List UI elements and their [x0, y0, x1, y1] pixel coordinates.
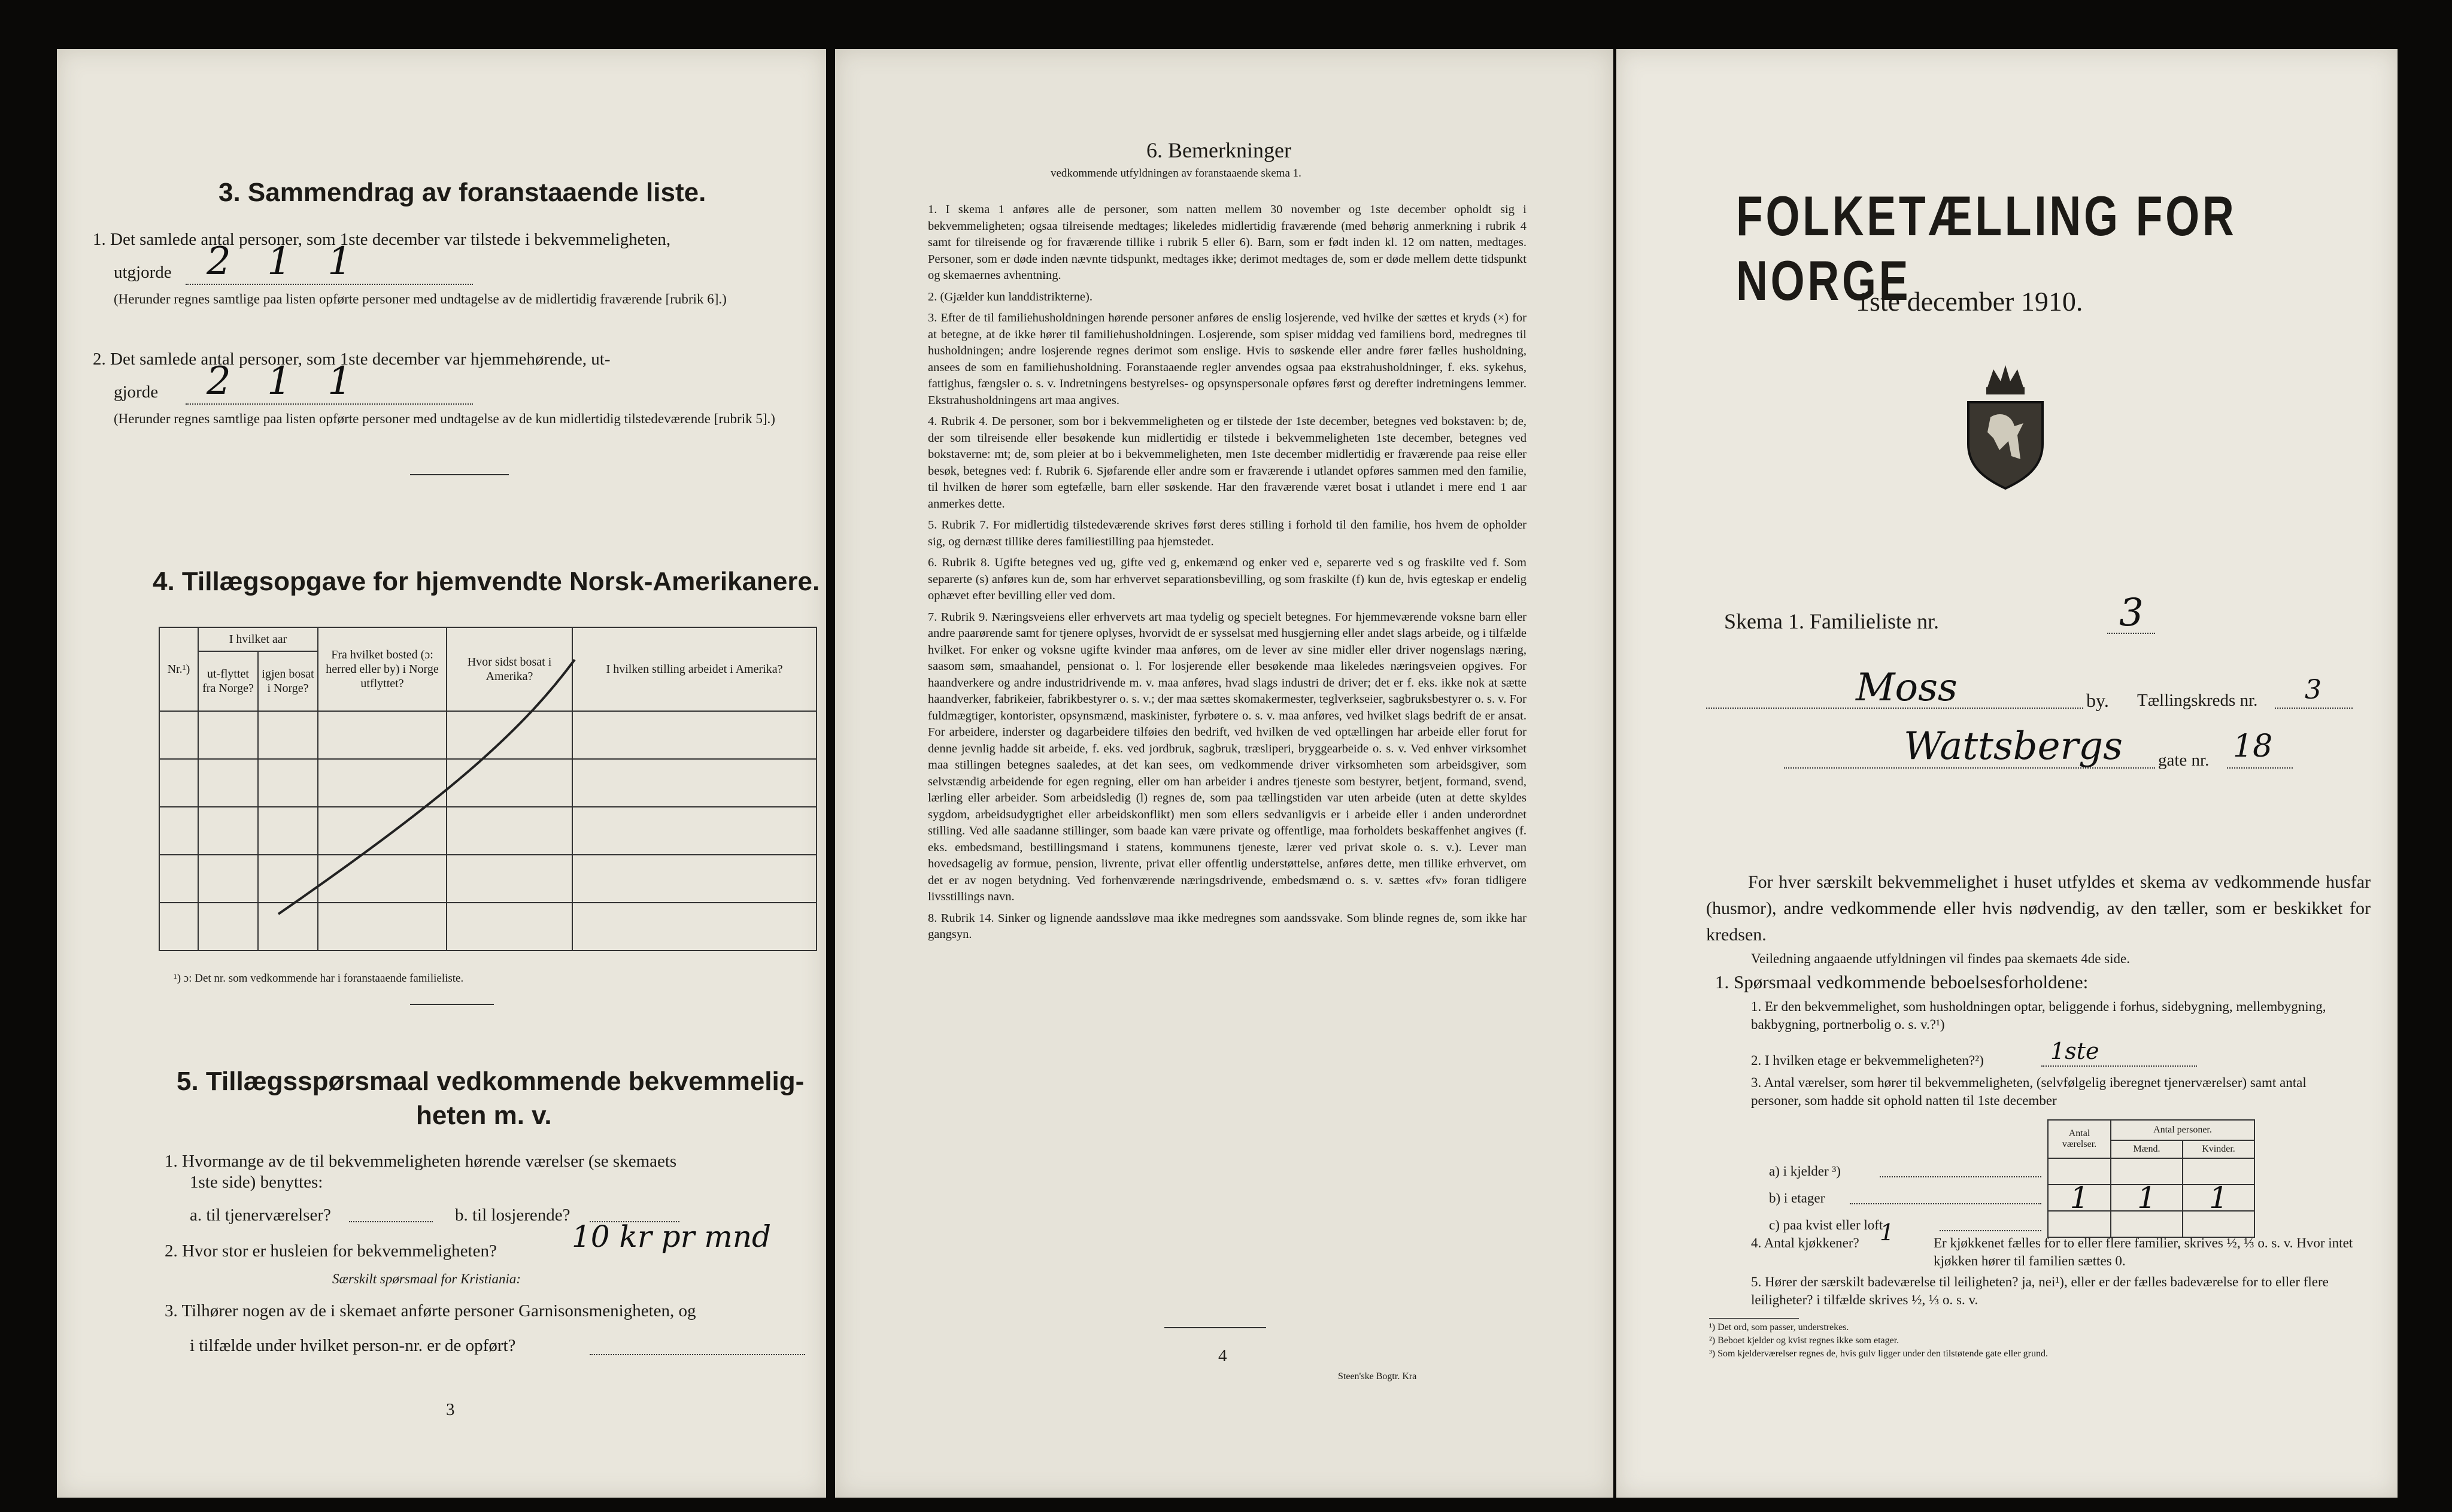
s5-special: Særskilt spørsmaal for Kristiania:: [332, 1271, 521, 1286]
city-value: Moss: [1856, 666, 1958, 710]
s3-q2-line: [186, 403, 473, 405]
remark-4: 4. Rubrik 4. De personer, som bor i bekvemmeligheten og er tilstede der 1ste december, betegnes ved bokstaven: b; de, der som tilreisende eller besøkende kun midlertidig er tilstede i bekvemmeligheten 1ste december, betegnes ved bokstaverne: mt; de, som pleier at bo i bekvemmeligheten, men 1ste december midlertidig er fraværende paa reise eller besøk, betegnes ved: f. Rubrik 6. Sjøfarende eller andre som er fraværende i utlandet opføres sammen med den familie, til hvilken de hører som egtefælle, barn eller søskende. Har den fraværende været bosat i utlandet i mere end 1 aar anmerkes dette.: [928, 415, 1527, 511]
s5-q1-b: b. til losjerende?: [455, 1206, 570, 1225]
s5-q1-sub: 1ste side) benyttes:: [190, 1173, 323, 1192]
footnote-divider: [1709, 1318, 1799, 1319]
q2-line: [2041, 1065, 2197, 1067]
printer-mark: Steen'ske Bogtr. Kra: [1338, 1371, 1417, 1382]
s5-q1-a-line: [349, 1221, 433, 1222]
women-b: 1: [2183, 1185, 2254, 1211]
krets-label: Tællingskreds nr.: [2137, 691, 2258, 710]
s5-q2-value: 10 kr pr mnd: [572, 1219, 772, 1254]
q5-text: 5. Hører der særskilt badeværelse til leiligheten? ja, nei¹), eller er der fælles badeværelse for to eller flere leiligheter? i tilfælde skrives ½, ⅓ o. s. v.: [1751, 1274, 2329, 1307]
row-a-line: [1880, 1176, 2041, 1177]
s4-footnote: ¹) ɔ: Det nr. som vedkommende har i foranstaaende familieliste.: [174, 972, 464, 985]
skema-value: 3: [2119, 591, 2144, 635]
section-3-title: 3. Sammendrag av foranstaaende liste.: [219, 178, 706, 207]
street-value: Wattsbergs: [1904, 724, 2123, 769]
s5-q3-text: 3. Tilhører nogen av de i skemaet anførte personer Garnisonsmenigheten, og: [165, 1301, 696, 1320]
q2-value: 1ste: [2050, 1038, 2099, 1064]
s3-q1-text: 1. Det samlede antal personer, som 1ste december var tilstede i bekvemmeligheten,: [93, 230, 671, 249]
remarks-title: 6. Bemerkninger: [1146, 138, 1291, 162]
cancel-stroke: [272, 657, 584, 920]
rooms-b: 1: [2048, 1185, 2111, 1211]
q4-value: 1: [1880, 1219, 1895, 1246]
s3-q1-line: [186, 284, 473, 285]
men-b: 1: [2111, 1185, 2183, 1211]
divider: [1164, 1327, 1266, 1328]
col-year-out: ut-flyttet fra Norge?: [198, 651, 258, 711]
s5-q1-a: a. til tjenerværelser?: [190, 1206, 331, 1225]
questions-head: 1. Spørsmaal vedkommende beboelsesforholdene:: [1715, 971, 2089, 992]
remark-2: 2. (Gjælder kun landdistrikterne).: [928, 290, 1093, 303]
col-men: Mænd.: [2111, 1140, 2183, 1158]
col-year-back: igjen bosat i Norge?: [258, 651, 318, 711]
divider: [410, 1004, 494, 1005]
intro-text: For hver særskilt bekvemmelighet i huset utfyldes et skema av vedkommende husfar (husmor), andre vedkommende eller hvis nødvendig, av den tæller, som er beskikket for kredsen.: [1706, 872, 2371, 945]
col-year: I hvilket aar: [198, 627, 318, 651]
by-label: by.: [2086, 690, 2109, 711]
coat-of-arms-icon: [1958, 360, 2053, 492]
q1-text: 1. Er den bekvemmelighet, som husholdningen optar, beliggende i forhus, sidebygning, mellembygning, bakbygning, portnerbolig o. s. v.?¹): [1751, 999, 2326, 1032]
s3-q2-value: 2 1 1: [207, 359, 352, 403]
rooms-persons-table: [2047, 1119, 2255, 1238]
s3-q1-note: (Herunder regnes samtlige paa listen opførte personer med undtagelse av de midlertidig fraværende [rubrik 6].): [114, 292, 727, 306]
col-from: Fra hvilket bosted (ɔ: herred eller by) i Norge utflyttet?: [318, 627, 447, 711]
page-1: [1616, 49, 2398, 1498]
footnote-3: ³) Som kjelderværelser regnes de, hvis gulv ligger under den tilstøtende gate eller grund.: [1709, 1349, 2048, 1359]
row-c-label: c) paa kvist eller loft: [1769, 1218, 1883, 1232]
remarks-subtitle: vedkommende utfyldningen av foranstaaende skema 1.: [1051, 167, 1301, 180]
footnote-1: ¹) Det ord, som passer, understrekes.: [1709, 1322, 1849, 1332]
divider: [410, 474, 509, 475]
gate-label: gate nr.: [2158, 751, 2210, 770]
row-b-line: [1850, 1203, 2041, 1204]
page-3: [57, 49, 826, 1498]
page-4: [835, 49, 1613, 1498]
row-c-line: [1940, 1230, 2041, 1231]
q3-text: 3. Antal værelser, som hører til bekvemmeligheten, (selvfølgelig iberegnet tjenerværelser) samt antal personer, som hadde sit ophold natten til 1ste december: [1751, 1075, 2307, 1108]
col-job: I hvilken stilling arbeidet i Amerika?: [572, 627, 817, 711]
section-4-title: 4. Tillægsopgave for hjemvendte Norsk-Amerikanere.: [153, 567, 820, 596]
s3-q1-label: utgjorde: [114, 263, 172, 282]
form-title: FOLKETÆLLING FOR NORGE: [1736, 184, 2237, 312]
row-a-label: a) i kjelder ³): [1769, 1164, 1841, 1179]
form-date: 1ste december 1910.: [1856, 286, 2083, 317]
s5-q3-sub: i tilfælde under hvilket person-nr. er de opført?: [190, 1336, 516, 1355]
krets-value: 3: [2305, 675, 2321, 705]
s3-q2-note: (Herunder regnes samtlige paa listen opførte personer med undtagelse av de kun midlertidig tilstedeværende [rubrik 5].): [114, 411, 775, 426]
remark-6: 6. Rubrik 8. Ugifte betegnes ved ug, gifte ved g, enkemænd og enker ved e, separerte ved s og fraskilte ved f. Som separerte (s) anføres kun de, som har erhvervet separationsbevilling, og som fraskilte (f) kun de, hvis egteskap er endelig ophævet efter bevilling eller ved dom.: [928, 556, 1527, 602]
remarks-list: [928, 202, 1527, 948]
s5-q1-text: 1. Hvormange av de til bekvemmeligheten hørende værelser (se skemaets: [165, 1152, 677, 1171]
s3-q1-value: 2 1 1: [207, 239, 352, 284]
s5-q2-text: 2. Hvor stor er husleien for bekvemmeligheten?: [165, 1241, 497, 1261]
remark-8: 8. Rubrik 14. Sinker og lignende aandssløve maa ikke medregnes som aandssvake. Som blinde regnes de, som ikke har gangsyn.: [928, 911, 1527, 941]
krets-line: [2275, 708, 2353, 709]
section-5-title-2: heten m. v.: [416, 1101, 552, 1130]
col-persons: Antal personer.: [2111, 1120, 2254, 1140]
s5-q3-line: [590, 1354, 805, 1355]
remark-3: 3. Efter de til familiehusholdningen hørende personer anføres de enslig losjerende, ved hvilke der sættes et kryds (×) for at betegne, at de ikke hører til familiehusholdningen. Losjerende, som spiser middag ved familiens bord, medregnes til husholdningen; andre losjerende regnes derimot som enslige. Hvis to søskende eller andre fører fælles husholdning, ansees de som en familiehusholdning. Foranstaaende regler anvendes ogsaa paa ekstrahusholdninger, f. eks. sykehus, fattighus, fængsler o. s. v. Indretningens bestyrelses- og opsynspersonale opføres først og derefter indretningens lemmer. Ekstrahusholdningens art maa angives.: [928, 311, 1527, 407]
q4-text: 4. Antal kjøkkener?: [1751, 1235, 1859, 1250]
footnote-2: ²) Beboet kjelder og kvist regnes ikke som etager.: [1709, 1335, 1899, 1346]
page-number: 3: [446, 1400, 455, 1419]
remark-7: 7. Rubrik 9. Næringsveiens eller erhvervets art maa tydelig og specielt betegnes. For hjemmeværende voksne barn eller andre paarørende samt for tjenere oplyses, hvorvidt de er sysselsat med husgjerning eller andet slags arbeide, og i tilfælde hvilket. For enker og voksne ugifte kvinder maa anføres, om de lever av sine midler eller driver nogenslags næring, saasom søm, smaahandel, pensionat o. l. For losjerende eller besøkende maa likeledes næringsveien opgives. For haandverkere og andre industridrivende m. v. maa anføres, hvad slags industri de driver; det er f. eks. ikke nok at sætte haandverker, fabrikeier, fabrikbestyrer o. s. v.; der maa sættes skomakermester, teglverkseier, sagbruksbestyrer o. s. v. For fuldmægtiger, kontorister, opsynsmænd, maskinister, fyrbøtere o. s. v. maa anføres, ved hvilket slags bedrift de er ansat. For arbeidere, inderster og dagarbeidere tilføies den bedrift, ved hvilken de ved optællingen har arbeide eller forut for denne jevnlig hadde sit arbeide, f. eks. ved jordbruk, sagbruk, træsliperi, bryggearbeide o. s. v. Ved enhver virksomhet maa stillingen betegnes saaledes, at det kan sees, om vedkommende driver virksomheten som arbeidsgiver, som selvstændig arbeidende for egen regning, eller om han arbeider i andres tjeneste som bestyrer, betjent, formand, svend, lærling eller arbeider. Som arbeidsledig (l) regnes de, som paa tællingstiden var uten arbeide (uten at dette skyldes sygdom, arbeidsudygtighet eller arbeidskonflikt) men som ellers sedvanligvis er i arbeide eller i anden underordnet stilling. Ved alle saadanne stillinger, som baade kan være private og offentlige, maa forholdets beskaffenhet angives (f. eks. embedsmand, bestillingsmand i statens, kommunens tjeneste, lærer ved privat skole o. s. v.). Lever man hovedsagelig av formue, pension, livrente, privat eller offentlig understøttelse, anføres dette, men tillike erhvervet, om det er av nogen betydning. Ved forhenværende næringsdrivende, embedsmænd o. s. v. sættes «fv» foran tidligere livsstillings navn.: [928, 610, 1527, 903]
gate-value: 18: [2233, 728, 2273, 764]
row-b-label: b) i etager: [1769, 1191, 1825, 1206]
col-rooms: Antal værelser.: [2048, 1120, 2111, 1158]
skema-label: Skema 1. Familieliste nr.: [1724, 609, 1939, 633]
section-5-title-1: 5. Tillægsspørsmaal vedkommende bekvemmelig-: [177, 1067, 805, 1096]
col-nr: Nr.¹): [159, 627, 198, 711]
q2-text: 2. I hvilken etage er bekvemmeligheten?²): [1751, 1053, 1984, 1068]
col-women: Kvinder.: [2183, 1140, 2254, 1158]
col-where: Hvor sidst bosat i Amerika?: [447, 627, 572, 711]
gate-line: [2227, 767, 2293, 769]
q4-rest: Er kjøkkenet fælles for to eller flere familier, skrives ½, ⅓ o. s. v. Hvor intet kjøkken hører til familien sættes 0.: [1934, 1235, 2353, 1268]
guide-text: Veiledning angaaende utfyldningen vil findes paa skemaets 4de side.: [1751, 951, 2130, 966]
remark-1: 1. I skema 1 anføres alle de personer, som natten mellem 30 november og 1ste december opholdt sig i bekvemmeligheten; ogsaa tilreisende medtages; likeledes midlertidig fraværende (med behørig anmerkning i rubrik 4 samt for tilreisende og for fraværende tillike i rubrik 5 eller 6). Barn, som er født inden kl. 12 om natten, medtages. Personer, som er døde inden nævnte tidspunkt, medtages ikke; derimot medtages de, som er døde mellem dette tidspunkt og skemaernes avhentning.: [928, 203, 1527, 282]
s3-q2-label: gjorde: [114, 382, 159, 402]
page-number: 4: [1218, 1346, 1227, 1365]
s3-q2-text: 2. Det samlede antal personer, som 1ste december var hjemmehørende, ut-: [93, 350, 611, 369]
remark-5: 5. Rubrik 7. For midlertidig tilstedeværende skrives først deres stilling i forhold til den familie, hos hvem de opholder sig, og dernæst tillike deres familiestilling paa hjemstedet.: [928, 518, 1527, 548]
